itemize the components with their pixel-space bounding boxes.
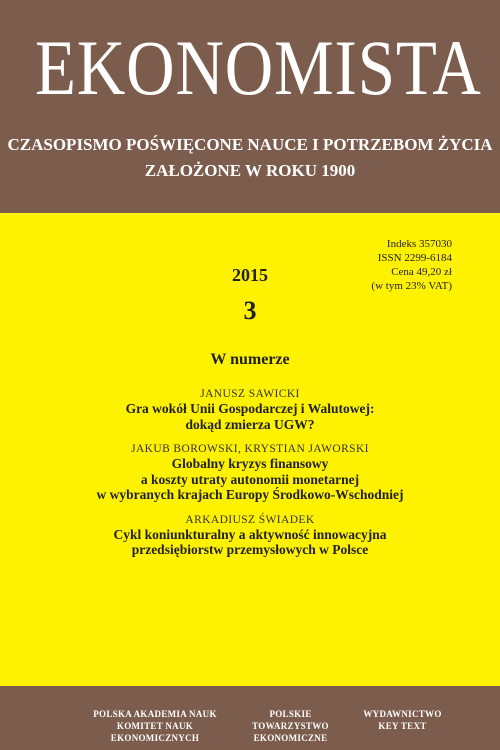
article-title-line: w wybranych krajach Europy Środkowo-Wschodniej xyxy=(96,487,404,502)
issue-number: 3 xyxy=(243,296,257,325)
issn: ISSN 2299-6184 xyxy=(377,252,452,264)
article-title-line: Gra wokół Unii Gospodarczej i Walutowej: xyxy=(125,401,375,416)
in-issue-heading: W numerze xyxy=(210,351,290,368)
vat-note: (w tym 23% VAT) xyxy=(371,280,452,292)
publisher-pan xyxy=(80,708,230,744)
publisher-line: EKONOMICZNE xyxy=(253,733,328,743)
publisher-line: KEY TEXT xyxy=(378,721,427,731)
publisher-line: POLSKA AKADEMIA NAUK xyxy=(93,709,217,719)
publisher-pte xyxy=(233,708,348,744)
issue-year: 2015 xyxy=(232,265,268,285)
article-title-line: a koszty utraty autonomii monetarnej xyxy=(140,471,360,487)
journal-title: EKONOMISTA xyxy=(35,24,482,111)
publisher-line: POLSKIE TOWARZYSTWO xyxy=(252,709,329,731)
journal-subtitle-line1: CZASOPISMO POŚWIĘCONE NAUCE I POTRZEBOM ŻYCIA xyxy=(7,135,493,154)
article-author: JAKUB BOROWSKI, KRYSTIAN JAWORSKI xyxy=(131,443,369,455)
publisher-key-text xyxy=(355,708,450,732)
price: Cena 49,20 zł xyxy=(391,266,452,278)
article-entry xyxy=(0,387,500,432)
index-number: Indeks 357030 xyxy=(386,238,452,250)
publisher-line: WYDAWNICTWO xyxy=(363,709,442,719)
article-title-line: dokąd zmierza UGW? xyxy=(185,416,315,432)
publisher-line: KOMITET NAUK EKONOMICZNYCH xyxy=(110,721,200,743)
article-entry xyxy=(0,513,500,558)
table-of-contents xyxy=(0,387,500,568)
article-author: JANUSZ SAWICKI xyxy=(200,388,300,400)
article-title-line: Globalny kryzys finansowy xyxy=(171,456,329,471)
article-author: ARKADIUSZ ŚWIADEK xyxy=(185,513,315,526)
journal-subtitle-line2: ZAŁOŻONE W ROKU 1900 xyxy=(144,161,356,180)
article-entry xyxy=(0,442,500,503)
article-title-line: Cykl koniunkturalny a aktywność innowacyjna xyxy=(113,526,387,542)
article-title-line: przedsiębiorstw przemysłowych w Polsce xyxy=(131,542,369,557)
